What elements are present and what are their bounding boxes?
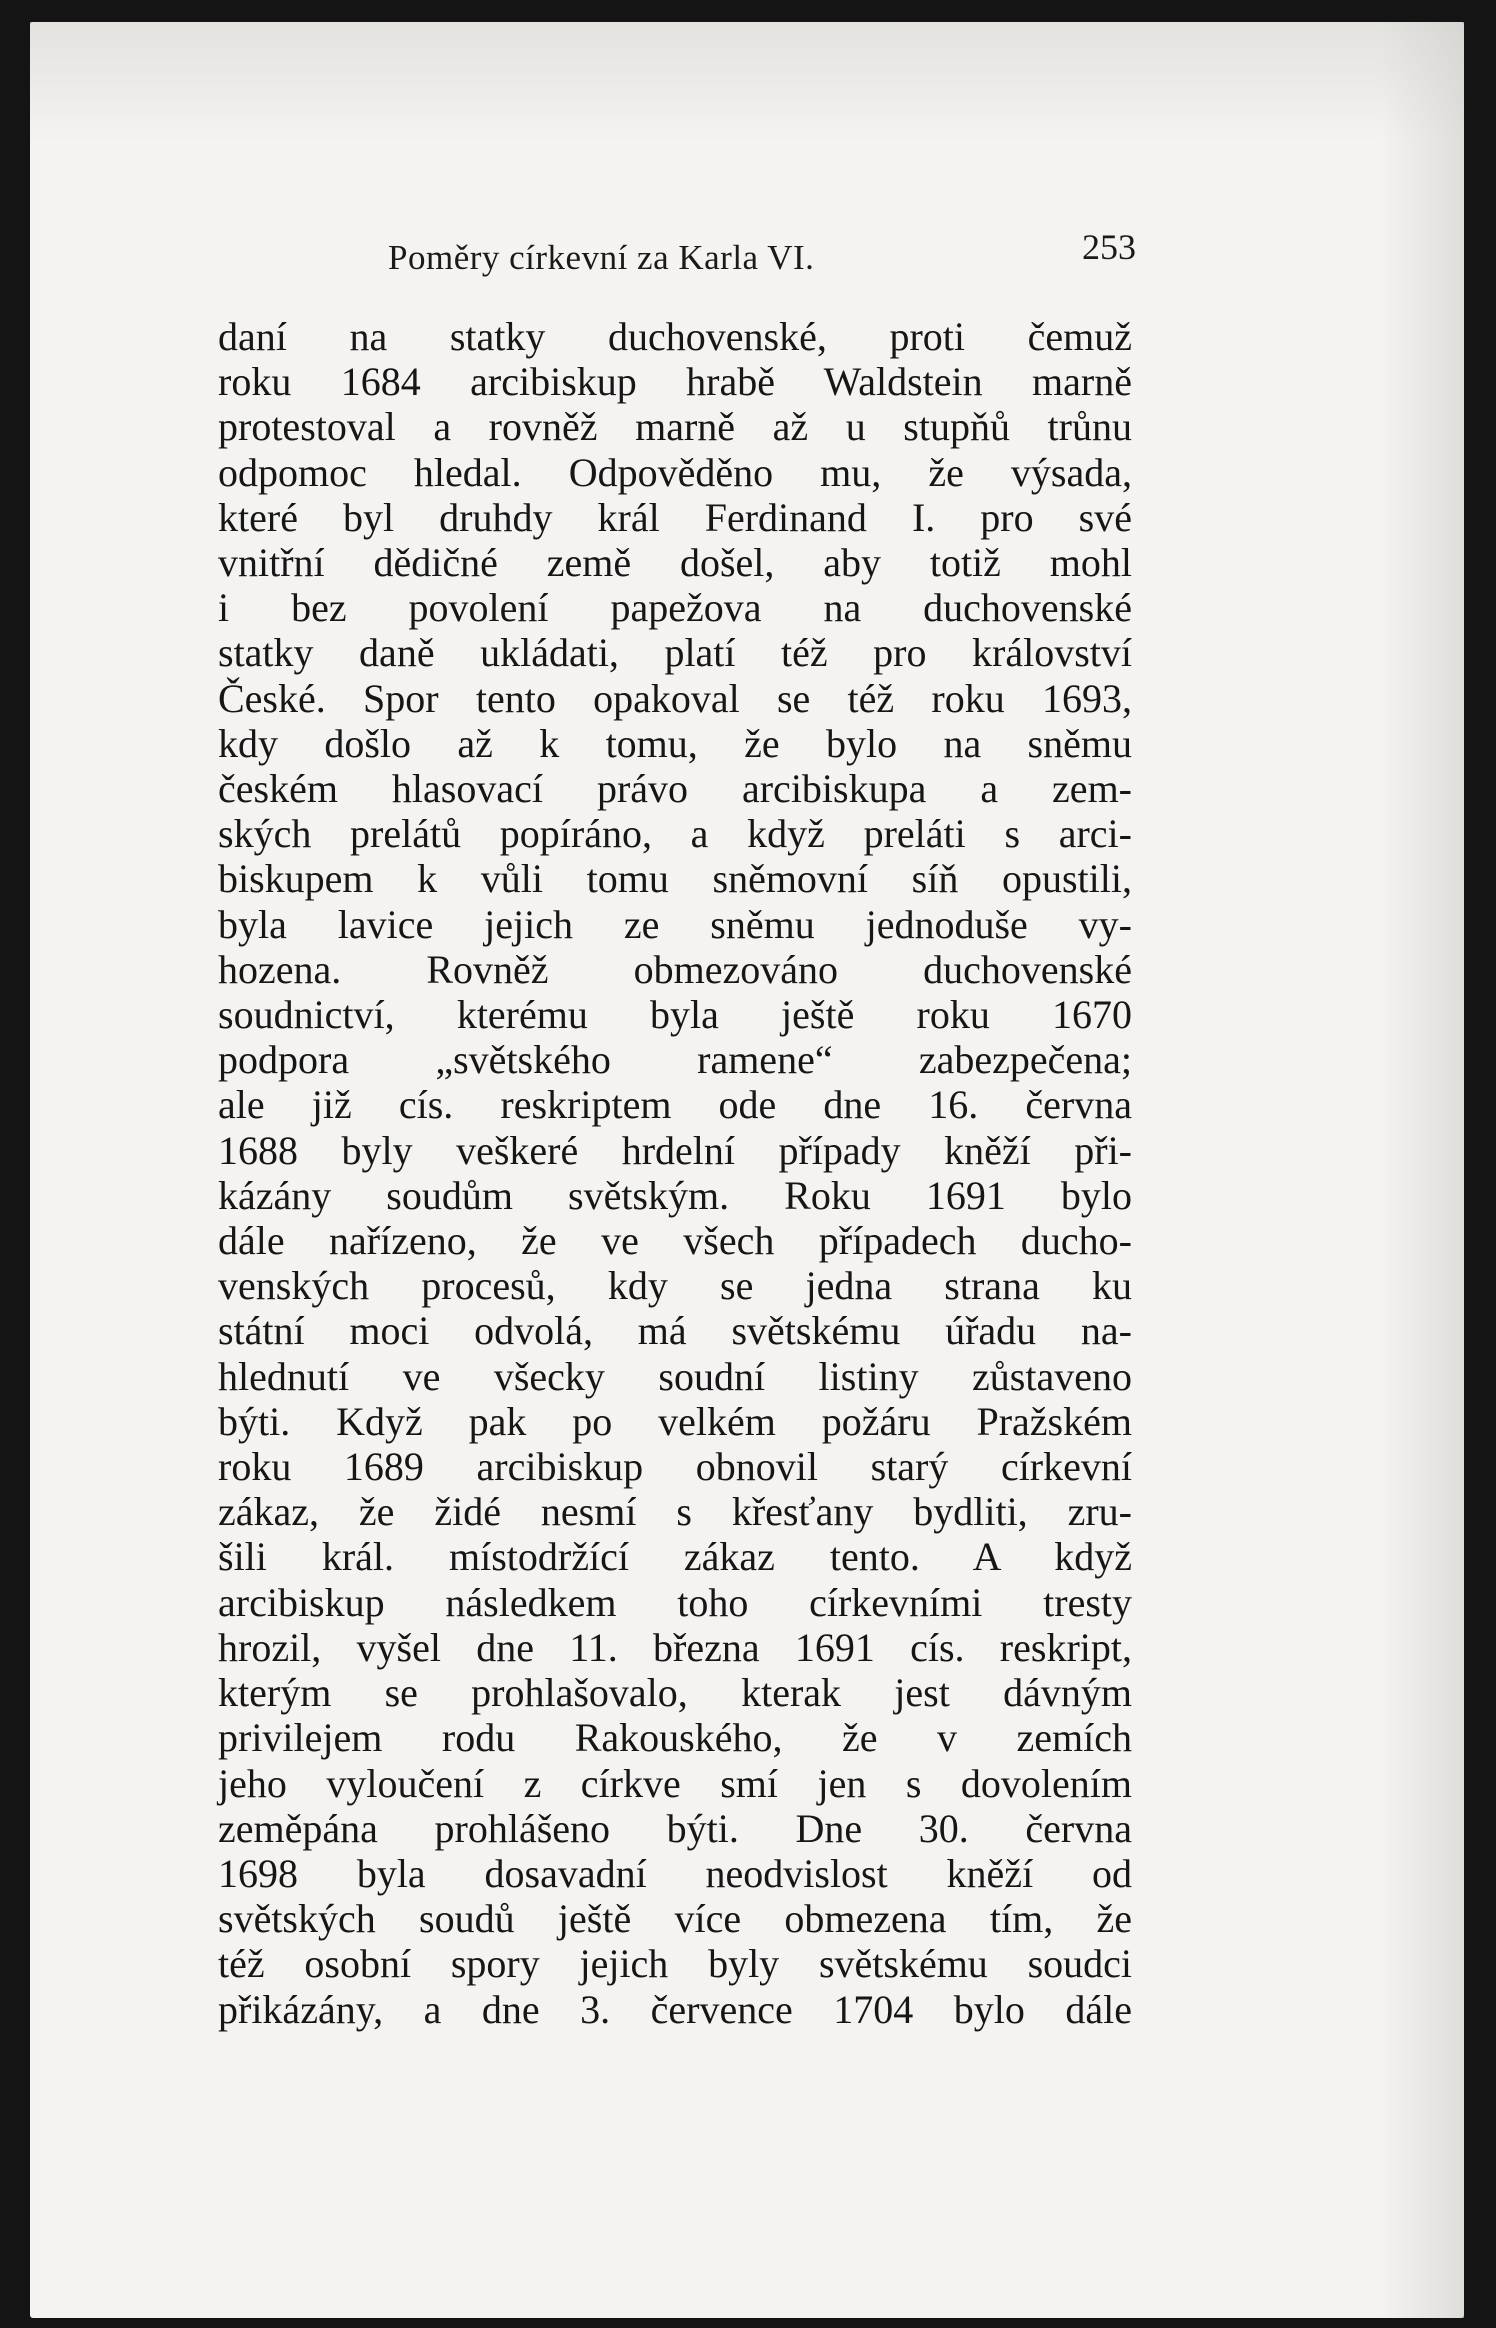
text-line: odpomoc hledal. Odpověděno mu, že výsada,: [218, 449, 1132, 495]
text-line: též osobní spory jejich byly světskému soudci: [218, 1941, 1132, 1987]
text-line: zeměpána prohlášeno býti. Dne 30. června: [218, 1805, 1132, 1851]
text-line: soudnictví, kterému byla ještě roku 1670: [218, 992, 1132, 1038]
running-title: Poměry církevní za Karla VI.: [388, 238, 815, 277]
page-number: 253: [1082, 227, 1136, 267]
text-line: roku 1689 arcibiskup obnovil starý církevní: [218, 1444, 1132, 1490]
text-line: statky daně ukládati, platí též pro království: [218, 630, 1132, 676]
text-line: ale již cís. reskriptem ode dne 16. června: [218, 1082, 1132, 1128]
text-line: ských prelátů popíráno, a když preláti s arci-: [218, 811, 1132, 857]
text-line: venských procesů, kdy se jedna strana ku: [218, 1263, 1132, 1309]
text-line: vnitřní dědičné země došel, aby totiž mohl: [218, 540, 1132, 586]
text-line: hrozil, vyšel dne 11. března 1691 cís. reskript,: [218, 1624, 1132, 1670]
text-line: kázány soudům světským. Roku 1691 bylo: [218, 1172, 1132, 1218]
text-line: šili král. místodržící zákaz tento. A když: [218, 1534, 1132, 1580]
text-line: podpora „světského ramene“ zabezpečena;: [218, 1037, 1132, 1083]
text-line: byla lavice jejich ze sněmu jednoduše vy-: [218, 901, 1132, 947]
text-line: i bez povolení papežova na duchovenské: [218, 585, 1132, 631]
text-line: arcibiskup následkem toho církevními tresty: [218, 1579, 1132, 1625]
text-line: které byl druhdy král Ferdinand I. pro své: [218, 494, 1132, 540]
text-line: českém hlasovací právo arcibiskupa a zem-: [218, 766, 1132, 812]
text-line: daní na statky duchovenské, proti čemuž: [218, 314, 1132, 359]
text-line: hozena. Rovněž obmezováno duchovenské: [218, 946, 1132, 992]
text-line: přikázány, a dne 3. července 1704 bylo dále: [218, 1986, 1132, 2032]
text-line: kterým se prohlašovalo, kterak jest dávným: [218, 1670, 1132, 1716]
text-line: dále nařízeno, že ve všech případech ducho-: [218, 1218, 1132, 1264]
text-line: protestoval a rovněž marně až u stupňů trůnu: [218, 404, 1132, 450]
text-line: privilejem rodu Rakouského, že v zemích: [218, 1715, 1132, 1761]
text-line: býti. Když pak po velkém požáru Pražském: [218, 1398, 1132, 1444]
text-line: jeho vyloučení z církve smí jen s dovolením: [218, 1760, 1132, 1806]
text-line: 1688 byly veškeré hrdelní případy kněží při-: [218, 1127, 1132, 1173]
text-line: zákaz, že židé nesmí s křesťany bydliti, zru-: [218, 1489, 1132, 1535]
body-paragraph: [218, 314, 1132, 2032]
text-line: kdy došlo až k tomu, že bylo na sněmu: [218, 720, 1132, 766]
text-line: 1698 byla dosavadní neodvislost kněží od: [218, 1850, 1132, 1896]
text-line: hlednutí ve všecky soudní listiny zůstaveno: [218, 1353, 1132, 1399]
text-line: roku 1684 arcibiskup hrabě Waldstein marně: [218, 359, 1132, 405]
text-line: světských soudů ještě více obmezena tím, že: [218, 1896, 1132, 1942]
text-line: České. Spor tento opakoval se též roku 1693,: [218, 675, 1132, 721]
text-line: státní moci odvolá, má světskému úřadu na-: [218, 1308, 1132, 1354]
text-line: biskupem k vůli tomu sněmovní síň opustili,: [218, 856, 1132, 902]
